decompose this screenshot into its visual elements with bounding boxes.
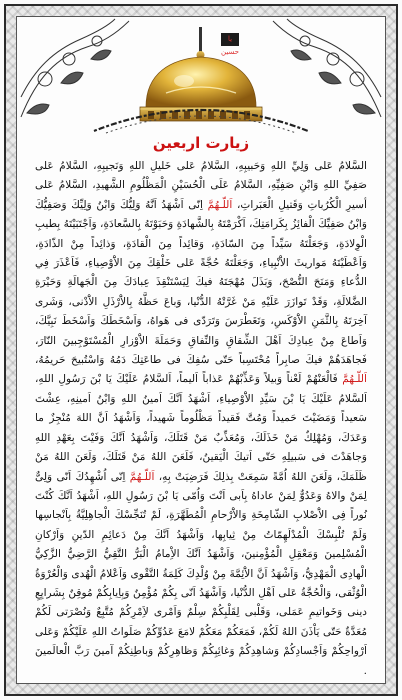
ziyarat-text xyxy=(35,157,367,677)
text-segment-3: فَالْعَنْهُمْ لَعْناً وَبيلاً وَعَذِّبْهُمْ عَذاباً اَليماً، اَلسَّلامُ عَلَيْكَ يَا بْنَ رَسُولِ اللهِ، اَلسَّلامُ عَلَيْكَ يَا بْنَ سَيِّدِ الاَْوْصِياءِ، اَشْهَدُ اَنَّكَ اَمينُ اللهِ وَابْنُ اَمينِهِ، عِشْتَ سَعيداً وَمَضَيْتَ حَميداً وَمُتَّ فَقيداً مَظْلُوماً شَهيداً، وَاَشْهَدُ اَنَّ اللهَ مُنْجِزٌ ما وَعَدَكَ، وَمُهْلِكٌ مَنْ خَذَلَكَ، وَمُعَذِّبٌ مَنْ قَتَلَكَ، وَاَشْهَدُ اَنَّكَ وَفَيْتَ بِعَهْدِ اللهِ وَجاهَدْتَ فى سَبيلِهِ حَتّى اَتيكَ الْيَقينُ، فَلَعَنَ اللهُ مَنْ قَتَلَكَ، وَلَعَنَ اللهُ مَنْ ظَلَمَكَ، وَلَعَنَ اللهُ اُمَّةً سَمِعَتْ بِذلِكَ فَرَضِيَتْ بِهِ، xyxy=(35,373,367,483)
allahumma-highlight-1: اَللّـهُمَّ xyxy=(207,198,233,211)
text-segment-2: اِنّى اَشْهَدُ اَنَّهُ وَلِيُّكَ وَابْنُ وَلِيِّكَ وَصَفِيُّكَ وَابْنُ صَفِيِّكَ الْفائِزُ بِكَرامَتِكَ، اَكْرَمْتَهُ بِالشَّهادَةِ وَحَبَوْتَهُ بِالسَّعادَةِ، وَاَجْتَبَيْتَهُ بِطيبِ الْوِلادَةِ، وَجَعَلْتَهُ سَيِّداً مِنَ السّادَةِ، وَقائِداً مِنَ الْقادَةِ، وَذائِداً مِنْ الذّادَةِ، وَاَعْطَيْتَهُ مَواريثَ الاَْنْبِياءِ، وَجَعَلْتَهُ حُجَّةً عَلى خَلْقِكَ مِنَ الاَْوْصِياءِ، فَاَعْذَرَ فِي الدُّعاءِ وَمَنَحَ النُّصْحَ، وَبَذَلَ مُهْجَتَهُ فيكَ لِيَسْتَنْقِذَ عِبادَكَ مِنَ الْجَهالَةِ وَحَيْرَةِ الضَّلالَةِ، وَقَدْ تَوازَرَ عَلَيْهِ مَنْ غَرَّتْهُ الدُّنْيا، وَباعَ حَظَّهُ بِالاَْرْذَلِ الاَْدْنى، وَشَرى آخِرَتَهُ بِالثَّمَنِ الاَْوْكَسِ، وَتَغَطْرَسَ وَتَرَدّى فى هَواهُ، وَاَسْخَطَكَ وَاَسْخَطَ نَبِيَّكَ، وَاَطاعَ مِنْ عِبادِكَ اَهْلَ الشِّقاقِ وَالنِّفاقِ وَحَمَلَةَ الاَْوْزارِ الْمُسْتَوْجِبينَ النّارَ، فَجاهَدَهُمْ فيكَ صابِراً مُحْتَسِباً حَتّى سُفِكَ فى طاعَتِكَ دَمُهُ وَاسْتُبيحَ حَريمُهُ، xyxy=(35,198,367,367)
text-segment-1: السَّلامُ عَلى وَلِيِّ اللهِ وَحَبيبِهِ، السَّلامُ عَلى خَليلِ اللهِ وَنَجيبِهِ، السَّلامُ عَلى صَفِيِّ اللهِ وَابْنِ صَفِيِّهِ، السَّلامُ عَلَى الْحُسَيْنِ الْمَظْلُومِ الشَّهيدِ، السَّلامُ عَلى أسيرِ الْكُرُباتِ وَقَتيلِ الْعَبَراتِ، xyxy=(35,160,367,211)
black-flag xyxy=(221,33,240,56)
allahumma-highlight-2: اَللّـهُمَّ xyxy=(342,373,367,386)
ornamental-border xyxy=(4,4,398,696)
calligraphy-arch-icon xyxy=(86,95,316,135)
allahumma-highlight-3: اَللّـهُمَّ xyxy=(129,470,155,483)
header-illustration xyxy=(17,17,385,167)
page-title: زيارت اربعين xyxy=(152,134,250,152)
flag-label: يا حسين xyxy=(221,35,240,56)
ziyarat-paragraph xyxy=(35,157,367,681)
inner-panel xyxy=(16,16,386,684)
text-segment-4: اِنّى اُشْهِدُكَ اَنّى وَلِىٌّ لِمَنْ والاهُ وَعَدُوٌّ لِمَنْ عاداهُ بِاَبى اَنْتَ وَاُمّى يَا بْنَ رَسُولِ اللهِ، اَشْهَدُ اَنَّكَ كُنْتَ نُوراً فِى الاَْصْلابِ الشّامِخَةِ وَالاَْرْحامِ الْمُطَهَّرَةِ، لَمْ تُنَجِّسْكَ الْجاهِلِيَّةُ بِاَنْجاسِها وَلَمْ تُلْبِسْكَ الْمُدْلَهِمّاتُ مِنْ ثِيابِها، وَاَشْهَدُ اَنَّكَ مِنْ دَعائِمِ الدّينِ وَاَرْكانِ الْمُسْلِمينَ وَمَعْقِلِ الْمُؤْمِنينَ، وَاَشْهَدُ اَنَّكَ الاِْمامُ الْبَرُّ التَّقِيُّ الرَّضِيُّ الزَّكِيُّ الْهادِى الْمَهْدِيُّ، وَاَشْهَدُ اَنَّ الاَْئِمَّةَ مِنْ وُلْدِكَ كَلِمَةُ التَّقْوى وَاَعْلامُ الْهُدى وَالْعُرْوَةُ الْوُثْقى، وَالْحُجَّةُ عَلى اَهْلِ الدُّنْيا، وَاَشْهَدُ اَنّى بِكُمْ مُؤْمِنٌ وَبِاِيابِكُمْ مُوقِنٌ بِشَرايِعِ دينى وَخَواتيمِ عَمَلى، وَقَلْبى لِقَلْبِكُمْ سِلْمٌ وَاَمْرى لاَِمْرِكُمْ مُتَّبِعٌ وَنُصْرَتى لَكُمْ مُعَدَّةٌ حَتّى يَاْذَنَ اللهُ لَكُمْ، فَمَعَكُمْ مَعَكُمْ لامَعَ عَدُوِّكُمْ صَلَواتُ اللهِ عَلَيْكُمْ وَعَلى اَرْواحِكُمْ وَاَجْسادِكُمْ وَشاهِدِكُمْ وَغائِبِكُمْ وَظاهِرِكُمْ وَباطِنِكُمْ آمينَ رَبَّ الْعالَمينَ . xyxy=(35,470,367,677)
